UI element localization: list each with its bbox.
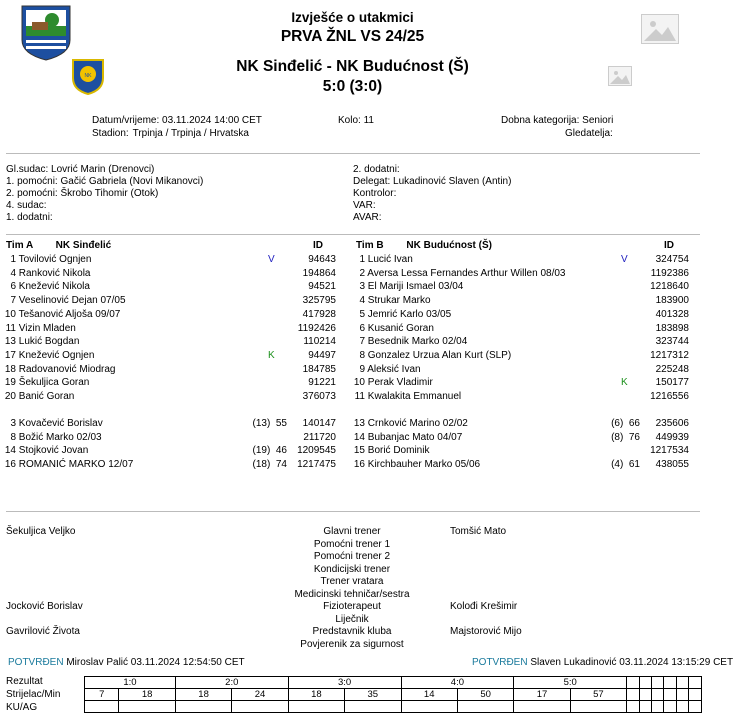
player-number: 3 xyxy=(10,418,16,429)
player-row xyxy=(0,280,336,293)
player-name: Jemrić Karlo 03/05 xyxy=(365,308,452,320)
player-id: 449939 xyxy=(655,431,689,443)
official-role: 2. dodatni: xyxy=(353,164,400,175)
player-row xyxy=(0,376,336,389)
player-number: 6 xyxy=(359,322,365,334)
player-number: 14 xyxy=(353,431,365,443)
datetime-row: Datum/vrijeme: 03.11.2024 14:00 CET xyxy=(92,115,262,126)
substitution-info: (6) 66 xyxy=(611,418,640,429)
result-label: Rezultat xyxy=(6,676,43,687)
staff-role: Trener vratara xyxy=(320,576,384,587)
player-row xyxy=(0,294,336,307)
official-name: Lovrić Marin (Drenovci) xyxy=(51,164,155,175)
empty-cell xyxy=(514,701,570,713)
official-role: 4. sudac: xyxy=(6,200,47,211)
player-number: 10 xyxy=(4,308,16,320)
official-role: 1. pomoćni: xyxy=(6,176,61,187)
sub-row xyxy=(343,444,689,457)
scorer-cell: 14 xyxy=(401,689,457,701)
player-name: ROMANIĆ MARKO 12/07 xyxy=(16,459,134,471)
player-number: 1 xyxy=(10,254,16,265)
divider xyxy=(6,234,700,235)
player-id: 194864 xyxy=(302,267,336,279)
official-role: VAR: xyxy=(353,200,376,211)
player-row xyxy=(343,322,689,335)
team-a-header: Tim A NK Sinđelić xyxy=(6,240,112,251)
divider xyxy=(6,153,700,154)
player-row xyxy=(0,253,336,266)
player-number: 2 xyxy=(359,267,365,279)
captain-mark: K xyxy=(268,349,275,361)
player-name: Crnković Marino 02/02 xyxy=(365,418,468,429)
staff-role: Glavni trener xyxy=(323,526,381,537)
player-name: Aleksić Ivan xyxy=(365,363,421,375)
staff-name: Majstorović Mijo xyxy=(450,626,522,637)
empty-cell xyxy=(664,701,676,713)
player-id: 183900 xyxy=(655,295,689,307)
player-number: 18 xyxy=(4,363,16,375)
score-cell: 1:0 xyxy=(85,677,176,689)
substitution-info: (4) 61 xyxy=(611,459,640,471)
staff-role: Pomoćni trener 2 xyxy=(313,551,391,562)
svg-text:NK: NK xyxy=(84,73,92,79)
empty-cell xyxy=(627,689,639,701)
player-number: 3 xyxy=(359,281,365,293)
player-number: 14 xyxy=(4,445,16,457)
staff-role: Fizioterapeut xyxy=(323,601,381,612)
player-row xyxy=(343,308,689,321)
player-name: Lukić Bogdan xyxy=(16,336,80,348)
player-number: 19 xyxy=(4,377,16,389)
player-id: 91221 xyxy=(308,377,336,389)
official-role: Kontrolor: xyxy=(353,188,397,199)
player-name: Šekuljica Goran xyxy=(16,377,90,389)
substitution-info: (19) 46 xyxy=(252,445,287,457)
empty-cell xyxy=(652,677,664,689)
report-title: Izvješće o utakmici xyxy=(291,10,414,25)
empty-cell xyxy=(639,689,651,701)
official-role: Delegat: xyxy=(353,176,394,187)
result-table xyxy=(84,676,702,713)
player-row xyxy=(343,349,689,362)
empty-cell xyxy=(401,701,457,713)
player-id: 325795 xyxy=(302,295,336,307)
staff-name: Gavrilović Života xyxy=(6,626,80,637)
captain-mark: K xyxy=(621,377,628,389)
goalkeeper-mark: V xyxy=(268,254,275,265)
player-id: 150177 xyxy=(655,377,689,389)
divider xyxy=(6,511,700,512)
player-row xyxy=(0,390,336,403)
score-cell: 5:0 xyxy=(514,677,627,689)
stadium-row: Stadion: Trpinja / Trpinja / Hrvatska xyxy=(92,128,249,139)
match-score: 5:0 (3:0) xyxy=(322,78,383,95)
player-row xyxy=(343,280,689,293)
score-cell: 3:0 xyxy=(288,677,401,689)
player-name: Bubanjac Mato 04/07 xyxy=(365,431,463,443)
player-number: 13 xyxy=(4,336,16,348)
player-name: Knežević Nikola xyxy=(16,281,90,293)
player-id: 1192386 xyxy=(650,267,689,279)
player-name: Gonzalez Urzua Alan Kurt (SLP) xyxy=(365,349,512,361)
sub-row xyxy=(0,458,336,471)
empty-cell xyxy=(664,689,676,701)
player-id: 1218640 xyxy=(650,281,689,293)
team-a-name: NK Sinđelić xyxy=(55,240,112,251)
player-id: 211720 xyxy=(303,431,336,443)
confirmed-badge: POTVRĐEN xyxy=(472,657,528,668)
player-id: 376073 xyxy=(302,391,336,402)
player-name: Aversa Lessa Fernandes Arthur Willen 08/03 xyxy=(365,267,566,279)
player-name: Božić Marko 02/03 xyxy=(16,431,102,443)
player-number: 17 xyxy=(4,349,16,361)
substitution-info: (18) 74 xyxy=(252,459,287,471)
player-number: 9 xyxy=(359,363,365,375)
age-category: Seniori xyxy=(582,115,614,126)
player-id: 184785 xyxy=(302,363,336,375)
team-b-name: NK Budućnost (Š) xyxy=(406,240,492,251)
sub-row xyxy=(0,431,336,444)
official-row xyxy=(353,211,382,224)
player-row xyxy=(0,308,336,321)
sub-row xyxy=(343,431,689,444)
staff-name: Šekuljica Veljko xyxy=(6,526,76,537)
player-name: Borić Dominik xyxy=(365,445,430,457)
player-row xyxy=(0,335,336,348)
player-name: El Mariji Ismael 03/04 xyxy=(365,281,464,293)
substitution-info: (8) 76 xyxy=(611,431,640,443)
player-number: 16 xyxy=(4,459,16,471)
empty-cell xyxy=(689,701,702,713)
player-row xyxy=(343,376,689,389)
team-b-id-header: ID xyxy=(664,240,674,251)
player-id: 417928 xyxy=(302,308,336,320)
player-row xyxy=(0,363,336,376)
match-datetime: 03.11.2024 14:00 CET xyxy=(162,115,262,126)
player-id: 1217475 xyxy=(297,459,336,471)
round-row: Kolo: 11 xyxy=(338,115,374,126)
substitution-info: (13) 55 xyxy=(252,418,287,429)
official-role: Gl.sudac: xyxy=(6,164,52,175)
player-number: 7 xyxy=(10,295,16,307)
player-name: Banić Goran xyxy=(16,391,75,402)
team-a-id-header: ID xyxy=(313,240,323,251)
empty-cell xyxy=(85,701,119,713)
player-name: Kwalakita Emmanuel xyxy=(365,391,462,402)
player-name: Veselinović Dejan 07/05 xyxy=(16,295,126,307)
scorer-cell: 18 xyxy=(288,689,344,701)
player-id: 1217312 xyxy=(650,349,689,361)
scorer-cell: 24 xyxy=(232,689,288,701)
player-id: 438055 xyxy=(655,459,689,471)
empty-cell xyxy=(652,701,664,713)
match-title: NK Sinđelić - NK Budućnost (Š) xyxy=(236,58,469,75)
confirmed-badge: POTVRĐEN xyxy=(8,657,64,668)
player-id: 110214 xyxy=(303,336,336,348)
empty-cell xyxy=(119,701,175,713)
age-row: Dobna kategorija: Seniori xyxy=(501,115,614,126)
sub-row xyxy=(343,417,689,430)
player-row xyxy=(343,267,689,280)
competition-title: PRVA ŽNL VS 24/25 xyxy=(280,28,425,45)
staff-name: Jocković Borislav xyxy=(6,601,83,612)
empty-cell xyxy=(676,689,688,701)
empty-cell xyxy=(627,701,639,713)
official-name: Gačić Gabriela (Novi Mikanovci) xyxy=(60,176,204,187)
goalkeeper-mark: V xyxy=(621,254,628,265)
scorer-cell: 17 xyxy=(514,689,570,701)
empty-cell xyxy=(232,701,288,713)
staff-name: Kolođi Krešimir xyxy=(450,601,518,612)
empty-cell xyxy=(676,677,688,689)
player-id: 324754 xyxy=(655,254,689,265)
player-number: 7 xyxy=(359,336,365,348)
official-name: Škrobo Tihomir (Otok) xyxy=(60,188,159,199)
player-name: Kusanić Goran xyxy=(365,322,434,334)
empty-cell xyxy=(570,701,626,713)
player-row xyxy=(0,349,336,362)
staff-role: Pomoćni trener 1 xyxy=(313,538,391,550)
staff-role: Kondicijski trener xyxy=(313,563,391,575)
player-number: 1 xyxy=(359,254,365,265)
spectators-row: Gledatelja: xyxy=(565,128,613,139)
player-row xyxy=(343,390,689,403)
player-name: Tešanović Aljoša 09/07 xyxy=(16,308,121,320)
player-row xyxy=(343,294,689,307)
player-row xyxy=(0,322,336,335)
player-number: 6 xyxy=(10,281,16,293)
player-name: Besednik Marko 02/04 xyxy=(365,336,468,348)
official-name: Lukadinović Slaven (Antin) xyxy=(393,176,512,187)
player-name: Tovilović Ognjen xyxy=(16,254,92,265)
player-name: Knežević Ognjen xyxy=(16,349,95,361)
player-id: 1217534 xyxy=(650,445,689,457)
player-id: 1209545 xyxy=(297,445,336,457)
player-number: 4 xyxy=(359,295,365,307)
official-role: 2. pomoćni: xyxy=(6,188,61,199)
player-number: 11 xyxy=(354,391,365,402)
player-number: 5 xyxy=(359,308,365,320)
score-cell: 2:0 xyxy=(175,677,288,689)
player-number: 13 xyxy=(353,418,365,429)
sub-row xyxy=(0,417,336,430)
staff-role: Povjerenik za sigurnost xyxy=(300,638,404,650)
staff-name: Tomšić Mato xyxy=(450,526,507,537)
team-b-header: Tim B NK Budućnost (Š) xyxy=(356,240,492,251)
ku-ag-label: KU/AG xyxy=(6,702,38,713)
player-id: 94497 xyxy=(308,349,336,361)
player-row xyxy=(343,335,689,348)
staff-role: Liječnik xyxy=(335,613,369,625)
player-id: 94643 xyxy=(308,254,336,265)
empty-cell xyxy=(457,701,513,713)
official-role: 1. dodatni: xyxy=(6,212,53,223)
score-cell: 4:0 xyxy=(401,677,514,689)
sub-row xyxy=(343,458,689,471)
player-id: 94521 xyxy=(308,281,336,293)
scorer-cell: 18 xyxy=(119,689,175,701)
stadium: Trpinja / Trpinja / Hrvatska xyxy=(132,128,249,139)
empty-cell xyxy=(689,689,702,701)
confirmation-right: POTVRĐEN Slaven Lukadinović 03.11.2024 13:15:29 CET xyxy=(472,657,733,668)
player-name: Lucić Ivan xyxy=(365,254,413,265)
player-id: 225248 xyxy=(655,363,689,375)
player-number: 8 xyxy=(10,431,16,443)
player-row xyxy=(343,253,689,266)
confirmation-left: POTVRĐEN Miroslav Palić 03.11.2024 12:54:50 CET xyxy=(8,657,245,668)
player-id: 323744 xyxy=(655,336,689,348)
staff-role: Medicinski tehničar/sestra xyxy=(294,588,410,600)
player-name: Radovanović Miodrag xyxy=(16,363,116,375)
empty-cell xyxy=(345,701,401,713)
player-row xyxy=(343,363,689,376)
player-number: 10 xyxy=(353,377,365,389)
player-number: 15 xyxy=(353,445,365,457)
player-id: 401328 xyxy=(655,308,689,320)
player-name: Ranković Nikola xyxy=(16,267,91,279)
player-name: Kirchbauher Marko 05/06 xyxy=(365,459,481,471)
player-number: 4 xyxy=(10,267,16,279)
player-id: 1192426 xyxy=(297,322,336,334)
player-id: 1216556 xyxy=(650,391,689,402)
empty-cell xyxy=(664,677,676,689)
player-name: Stojković Jovan xyxy=(16,445,89,457)
scorer-cell: 18 xyxy=(175,689,231,701)
player-name: Strukar Marko xyxy=(365,295,431,307)
staff-role: Predstavnik kluba xyxy=(312,626,392,637)
empty-cell xyxy=(676,701,688,713)
scorer-label: Strijelac/Min xyxy=(6,689,61,700)
player-number: 20 xyxy=(4,391,16,402)
sub-row xyxy=(0,444,336,457)
player-id: 183898 xyxy=(655,322,689,334)
round: 11 xyxy=(363,115,374,126)
empty-cell xyxy=(627,677,639,689)
player-id: 140147 xyxy=(302,418,336,429)
player-number: 11 xyxy=(5,322,16,334)
player-name: Perak Vladimir xyxy=(365,377,433,389)
empty-cell xyxy=(639,701,651,713)
scorer-cell: 57 xyxy=(570,689,626,701)
player-row xyxy=(0,267,336,280)
empty-cell xyxy=(288,701,344,713)
empty-cell xyxy=(639,677,651,689)
scorer-cell: 7 xyxy=(85,689,119,701)
player-name: Vizin Mladen xyxy=(16,322,76,334)
player-number: 8 xyxy=(359,349,365,361)
player-number: 16 xyxy=(353,459,365,471)
scorer-cell: 35 xyxy=(345,689,401,701)
empty-cell xyxy=(652,689,664,701)
official-row xyxy=(6,211,53,224)
player-id: 235606 xyxy=(655,418,689,429)
empty-cell xyxy=(175,701,231,713)
player-name: Kovačević Borislav xyxy=(16,418,103,429)
official-role: AVAR: xyxy=(353,212,382,223)
scorer-cell: 50 xyxy=(457,689,513,701)
empty-cell xyxy=(689,677,702,689)
